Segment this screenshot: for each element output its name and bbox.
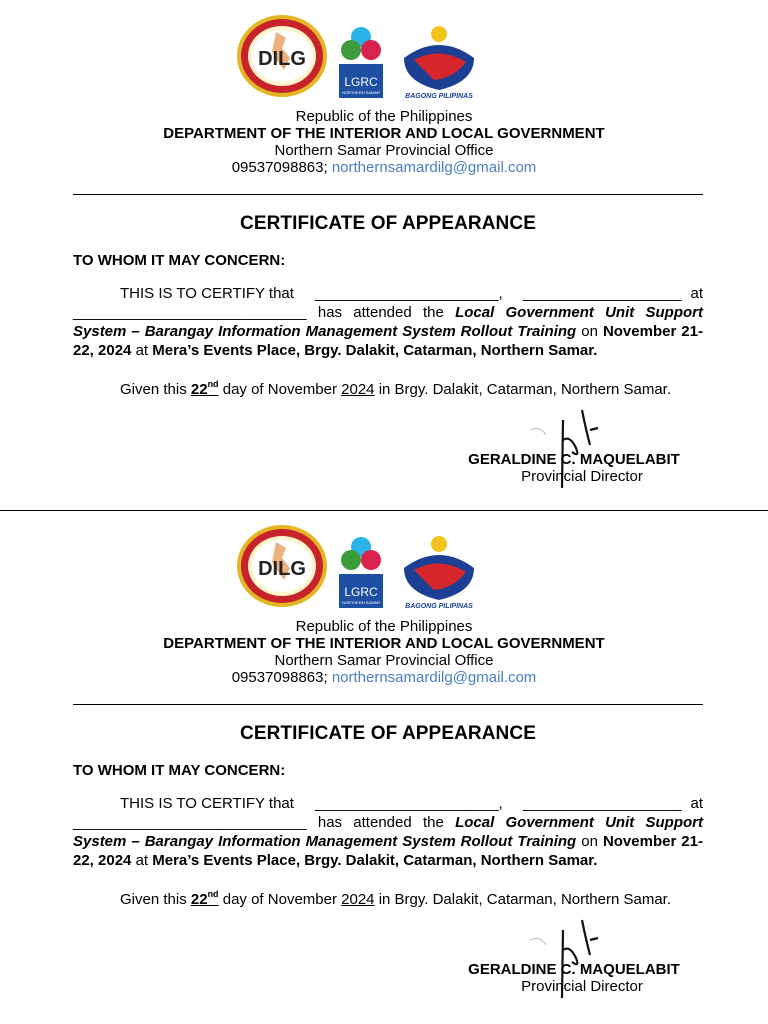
logo-group: [236, 524, 486, 610]
at-word: at: [690, 285, 703, 302]
given-prefix: Given this: [120, 381, 187, 398]
header-email-link[interactable]: northernsamardilg@gmail.com: [331, 669, 537, 686]
lgrc-logo: [336, 22, 386, 100]
at-word-2: at: [135, 852, 149, 869]
given-prefix: Given this: [120, 891, 187, 908]
header-republic: Republic of the Philippines: [295, 618, 473, 635]
logo-group: [236, 14, 486, 100]
header-contact: [0, 669, 768, 686]
header-email-link[interactable]: northernsamardilg@gmail.com: [331, 159, 537, 176]
at-word-2: at: [135, 342, 149, 359]
on-word: on: [581, 323, 598, 340]
signatory-title: Provincial Director: [521, 978, 643, 995]
dilg-seal-logo: [236, 14, 328, 98]
given-place: in Brgy. Dalakit, Catarman, Northern Samar.: [378, 381, 672, 398]
salutation: TO WHOM IT MAY CONCERN:: [73, 762, 286, 779]
header-phone: 09537098863;: [231, 669, 328, 686]
given-day: 22nd: [190, 379, 219, 398]
given-month: day of November: [222, 891, 337, 908]
svg-text:DILG: DILG: [258, 48, 306, 70]
given-month: day of November: [222, 381, 337, 398]
certify-label: THIS IS TO CERTIFY that: [120, 795, 294, 812]
svg-text:NORTHERN SAMAR: NORTHERN SAMAR: [342, 90, 380, 95]
attended-text: has attended the: [317, 814, 444, 831]
certificate-title: CERTIFICATE OF APPEARANCE: [240, 213, 536, 234]
training-dates: November 21-22, 2024: [73, 833, 703, 869]
certify-line: [73, 794, 703, 813]
header-republic: Republic of the Philippines: [295, 108, 473, 125]
training-name: Local Government Unit Support System – Barangay Information Management System Rollout Training: [73, 814, 704, 850]
given-day: 22nd: [190, 889, 219, 908]
svg-text:NORTHERN SAMAR: NORTHERN SAMAR: [342, 600, 380, 605]
given-year: 2024: [341, 891, 375, 908]
header-office: Northern Samar Provincial Office: [274, 652, 494, 669]
blank-name: ______________________,: [315, 795, 503, 812]
certificate-paragraph: [73, 813, 703, 870]
certificate-1: [0, 0, 768, 510]
header-divider: [73, 194, 703, 195]
blank-position: ___________________: [523, 795, 682, 812]
given-day-suffix: nd: [207, 379, 219, 389]
blank-place: ____________________________: [73, 304, 307, 321]
blank-name: ______________________,: [315, 285, 503, 302]
header-office: Northern Samar Provincial Office: [274, 142, 494, 159]
certificate-title: CERTIFICATE OF APPEARANCE: [240, 723, 536, 744]
training-dates: November 21-22, 2024: [73, 323, 703, 359]
attended-text: has attended the: [317, 304, 444, 321]
header-phone: 09537098863;: [231, 159, 328, 176]
signatory-title: Provincial Director: [521, 468, 643, 485]
given-year: 2024: [341, 381, 375, 398]
bagong-pilipinas-logo: [394, 20, 484, 100]
svg-text:LGRC: LGRC: [344, 75, 378, 89]
svg-text:LGRC: LGRC: [344, 585, 378, 599]
given-place: in Brgy. Dalakit, Catarman, Northern Samar.: [378, 891, 672, 908]
certify-line: [73, 284, 703, 303]
header-department: DEPARTMENT OF THE INTERIOR AND LOCAL GOVERNMENT: [163, 635, 605, 652]
given-day-suffix: nd: [207, 889, 219, 899]
salutation: TO WHOM IT MAY CONCERN:: [73, 252, 286, 269]
given-line: [120, 381, 671, 398]
training-venue: Mera’s Events Place, Brgy. Dalakit, Catarman, Northern Samar.: [152, 342, 598, 359]
blank-position: ___________________: [523, 285, 682, 302]
certify-label: THIS IS TO CERTIFY that: [120, 285, 294, 302]
svg-text:DILG: DILG: [258, 558, 306, 580]
training-venue: Mera’s Events Place, Brgy. Dalakit, Catarman, Northern Samar.: [152, 852, 598, 869]
bagong-pilipinas-logo: [394, 530, 484, 610]
header-department: DEPARTMENT OF THE INTERIOR AND LOCAL GOVERNMENT: [163, 125, 605, 142]
header-contact: [0, 159, 768, 176]
signatory-name: GERALDINE C. MAQUELABIT: [468, 451, 680, 468]
training-name: Local Government Unit Support System – Barangay Information Management System Rollout Training: [73, 304, 704, 340]
lgrc-logo: [336, 532, 386, 610]
on-word: on: [581, 833, 598, 850]
dilg-seal-logo: [236, 524, 328, 608]
header-divider: [73, 704, 703, 705]
blank-place: ____________________________: [73, 814, 307, 831]
given-line: [120, 891, 671, 908]
signatory-name: GERALDINE C. MAQUELABIT: [468, 961, 680, 978]
certificate-2: [0, 510, 768, 1020]
at-word: at: [690, 795, 703, 812]
svg-text:BAGONG PILIPINAS: BAGONG PILIPINAS: [405, 93, 473, 100]
certificate-paragraph: [73, 303, 703, 360]
svg-text:BAGONG PILIPINAS: BAGONG PILIPINAS: [405, 603, 473, 610]
